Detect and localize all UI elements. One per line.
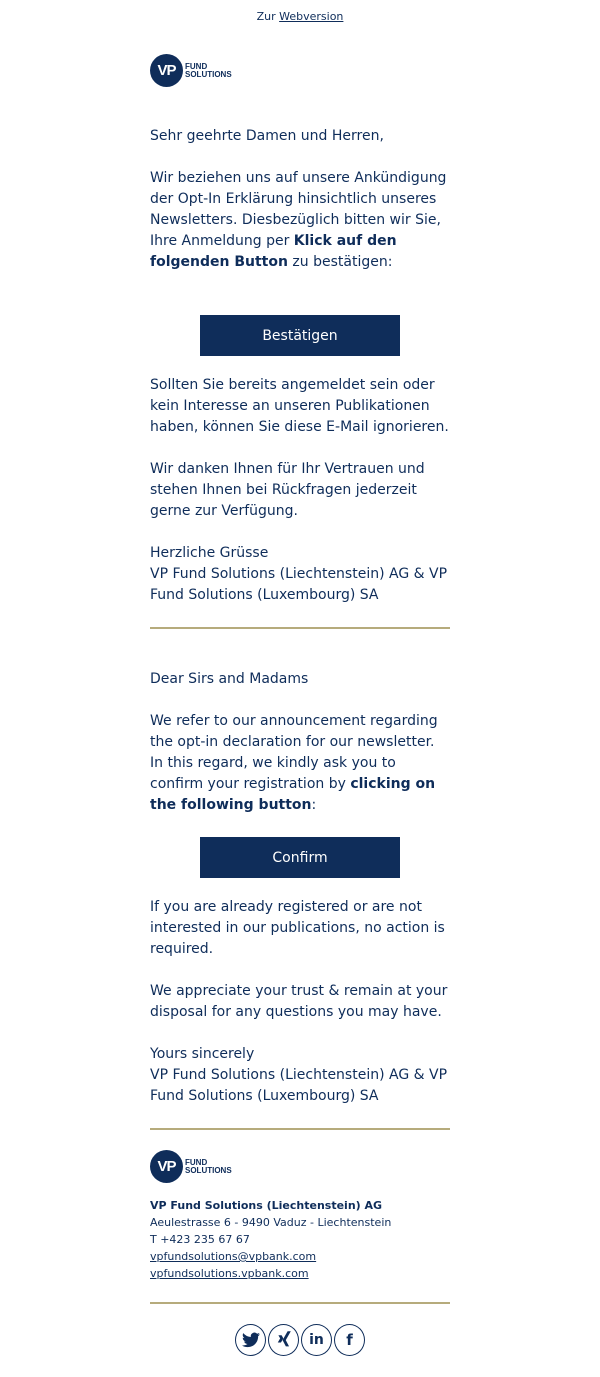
confirm-button-en[interactable]: Confirm (200, 837, 400, 878)
logo-top (150, 54, 232, 87)
social-links (235, 1324, 365, 1356)
german-salutation: Sehr geehrte Damen und Herren, (150, 128, 384, 144)
footer-email-link[interactable]: vpfundsolutions@vpbank.com (150, 1250, 317, 1263)
footer-phone: T +423 235 67 67 (150, 1233, 250, 1246)
english-paragraph-1: We refer to our announcement regarding the opt-in declaration for our newsletter. In this regard, we kindly ask you to confirm your registration by clicking on the following button: (150, 713, 438, 813)
english-closing: Yours sincerely VP Fund Solutions (Liechtenstein) AG & VP Fund Solutions (Luxembourg) SA (150, 1046, 448, 1104)
webversion-prefix: Zur (256, 10, 276, 23)
confirm-button-de[interactable]: Bestätigen (200, 315, 400, 356)
divider (150, 627, 450, 629)
twitter-icon[interactable] (235, 1324, 266, 1356)
logo-mark: VP (150, 1150, 183, 1183)
facebook-icon[interactable]: f (334, 1324, 365, 1356)
footer-contact (150, 1197, 450, 1282)
english-salutation: Dear Sirs and Madams (150, 671, 309, 687)
footer-company: VP Fund Solutions (Liechtenstein) AG (150, 1199, 383, 1212)
german-paragraph-2: Sollten Sie bereits angemeldet sein oder kein Interesse an unseren Publikationen haben, können Sie diese E-Mail ignorieren. (150, 377, 449, 435)
footer-website-link[interactable]: vpfundsolutions.vpbank.com (150, 1267, 309, 1280)
german-paragraph-3: Wir danken Ihnen für Ihr Vertrauen und stehen Ihnen bei Rückfragen jederzeit gerne zur Verfügung. (150, 461, 425, 519)
logo-wordmark: FUND SOLUTIONS (185, 1157, 232, 1175)
divider (150, 1302, 450, 1304)
webversion-line (0, 10, 600, 23)
linkedin-icon[interactable]: in (301, 1324, 332, 1356)
logo-wordmark: FUND SOLUTIONS (185, 61, 232, 79)
divider (150, 1128, 450, 1130)
german-paragraph-1: Wir beziehen uns auf unsere Ankündigung der Opt-In Erklärung hinsichtlich unseres Newsletters. Diesbezüglich bitten wir Sie, Ihre Anmeldung per Klick auf den folgenden Button zu bestätigen: (150, 170, 447, 270)
webversion-link[interactable]: Webversion (279, 10, 344, 23)
english-paragraph-3: We appreciate your trust & remain at your disposal for any questions you may have. (150, 983, 448, 1020)
logo-footer (150, 1150, 232, 1183)
german-closing: Herzliche Grüsse VP Fund Solutions (Liechtenstein) AG & VP Fund Solutions (Luxembourg) SA (150, 545, 448, 603)
footer-address: Aeulestrasse 6 - 9490 Vaduz - Liechtenstein (150, 1216, 392, 1229)
logo-mark: VP (150, 54, 183, 87)
english-paragraph-2: If you are already registered or are not interested in our publications, no action is required. (150, 899, 445, 957)
xing-icon[interactable] (268, 1324, 299, 1356)
